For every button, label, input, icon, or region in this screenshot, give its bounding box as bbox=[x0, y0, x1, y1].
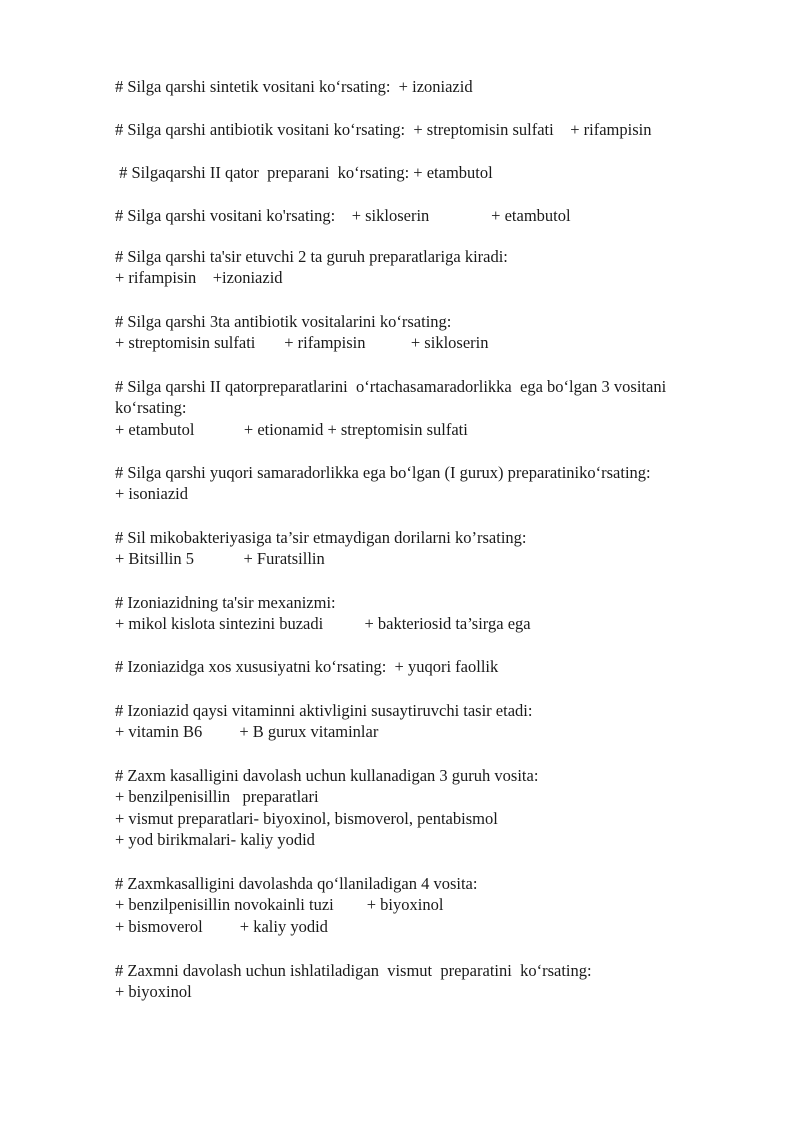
question-14: # Zaxmkasalligini davolashda qo‘llaniladigan 4 vosita: bbox=[115, 874, 478, 893]
answer-6: + streptomisin sulfati + rifampisin + sikloserin bbox=[115, 333, 489, 352]
question-7: # Silga qarshi II qatorpreparatlarini o‘rtachasamaradorlikka ega bo‘lgan 3 vositani bbox=[115, 377, 667, 396]
answer-12: + vitamin B6 + B gurux vitaminlar bbox=[115, 722, 379, 741]
question-11: # Izoniazidga xos xususiyatni ko‘rsating: + yuqori faollik bbox=[115, 657, 499, 676]
answer-7: + etambutol + etionamid + streptomisin sulfati bbox=[115, 420, 468, 439]
question-3: # Silgaqarshi II qator preparani ko‘rsating: + etambutol bbox=[115, 163, 493, 182]
question-6: # Silga qarshi 3ta antibiotik vositalarini ko‘rsating: bbox=[115, 312, 452, 331]
question-13: # Zaxm kasalligini davolash uchun kullanadigan 3 guruh vosita: bbox=[115, 766, 539, 785]
answer-10: + mikol kislota sintezini buzadi + bakteriosid ta’sirga ega bbox=[115, 614, 531, 633]
answer-14-a: + benzilpenisillin novokainli tuzi + biyoxinol bbox=[115, 895, 444, 914]
question-2: # Silga qarshi antibiotik vositani ko‘rsating: + streptomisin sulfati + rifampisin bbox=[115, 120, 652, 139]
answer-13-b: + vismut preparatlari- biyoxinol, bismoverol, pentabismol bbox=[115, 809, 498, 828]
answer-13-c: + yod birikmalari- kaliy yodid bbox=[115, 830, 315, 849]
question-8: # Silga qarshi yuqori samaradorlikka ega bo‘lgan (I gurux) preparatiniko‘rsating: bbox=[115, 463, 651, 482]
answer-9: + Bitsillin 5 + Furatsillin bbox=[115, 549, 325, 568]
answer-13-a: + benzilpenisillin preparatlari bbox=[115, 787, 319, 806]
answer-15: + biyoxinol bbox=[115, 982, 192, 1001]
question-1: # Silga qarshi sintetik vositani ko‘rsating: + izoniazid bbox=[115, 77, 473, 96]
answer-14-b: + bismoverol + kaliy yodid bbox=[115, 917, 328, 936]
question-15: # Zaxmni davolash uchun ishlatiladigan vismut preparatini ko‘rsating: bbox=[115, 961, 592, 980]
answer-8: + isoniazid bbox=[115, 484, 189, 503]
answer-5: + rifampisin +izoniazid bbox=[115, 268, 283, 287]
question-12: # Izoniazid qaysi vitaminni aktivligini susaytiruvchi tasir etadi: bbox=[115, 701, 533, 720]
question-5: # Silga qarshi ta'sir etuvchi 2 ta guruh preparatlariga kiradi: bbox=[115, 247, 508, 266]
question-7-continued: ko‘rsating: bbox=[115, 398, 187, 417]
question-4: # Silga qarshi vositani ko'rsating: + sikloserin + etambutol bbox=[115, 206, 571, 225]
question-9: # Sil mikobakteriyasiga ta’sir etmaydigan dorilarni ko’rsating: bbox=[115, 528, 527, 547]
question-10: # Izoniazidning ta'sir mexanizmi: bbox=[115, 593, 336, 612]
